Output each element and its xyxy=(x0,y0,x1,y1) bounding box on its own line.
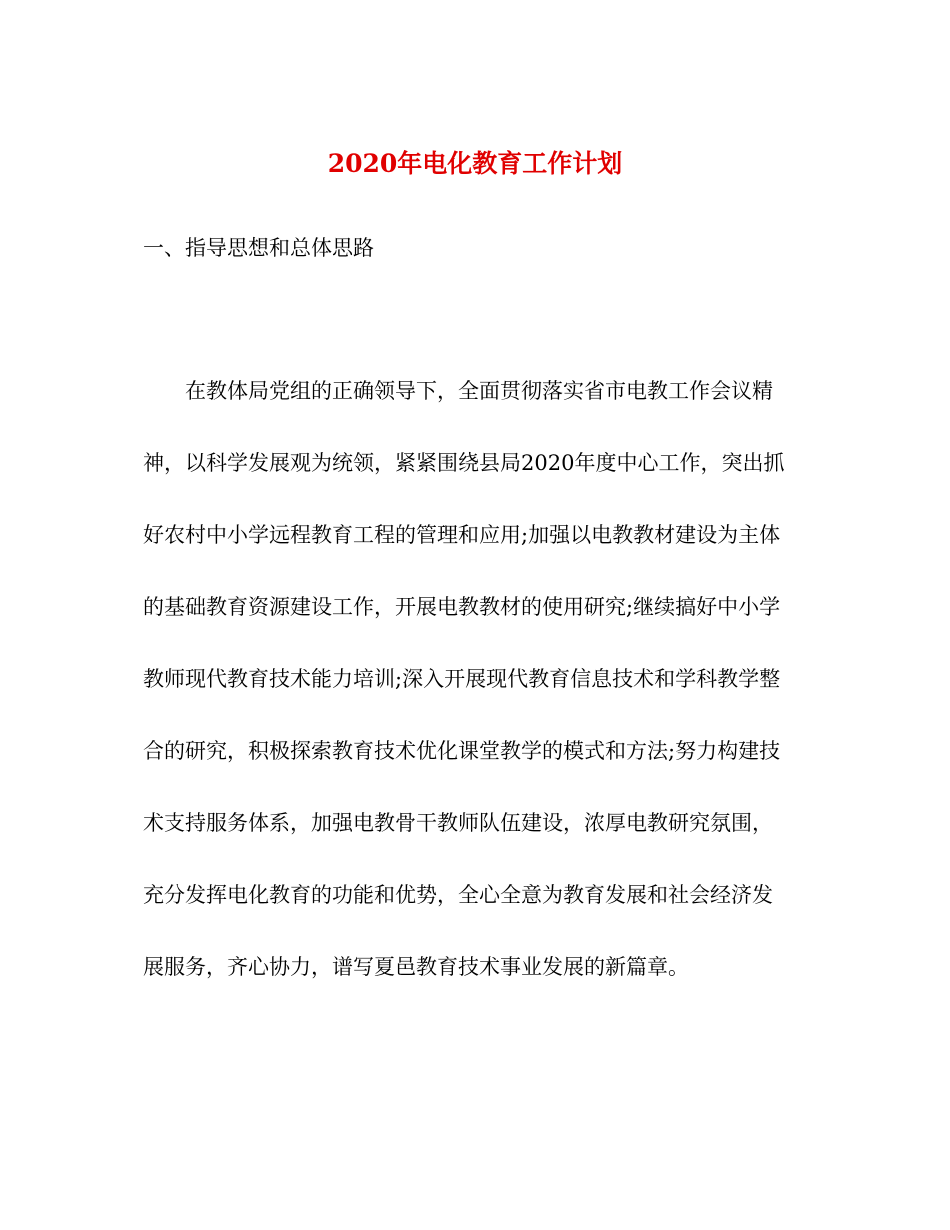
paragraph-line: 好农村中小学远程教育工程的管理和应用;加强以电教教材建设为主体 xyxy=(143,523,781,547)
document-title: 2020年电化教育工作计划 xyxy=(327,149,623,178)
paragraph-line: 在教体局党组的正确领导下，全面贯彻落实省市电教工作会议精 xyxy=(185,379,773,403)
body-paragraph xyxy=(143,376,813,1024)
section-heading: 一、指导思想和总体思路 xyxy=(143,236,374,260)
paragraph-line: 教师现代教育技术能力培训;深入开展现代教育信息技术和学科教学整 xyxy=(143,667,781,691)
paragraph-line: 合的研究，积极探索教育技术优化课堂教学的模式和方法;努力构建技 xyxy=(143,739,781,763)
paragraph-line: 展服务，齐心协力，谱写夏邑教育技术事业发展的新篇章。 xyxy=(143,955,689,979)
paragraph-line: 神，以科学发展观为统领，紧紧围绕县局2020年度中心工作，突出抓 xyxy=(143,451,785,475)
paragraph-line: 术支持服务体系，加强电教骨干教师队伍建设，浓厚电教研究氛围， xyxy=(143,811,773,835)
paragraph-line: 充分发挥电化教育的功能和优势，全心全意为教育发展和社会经济发 xyxy=(143,883,773,907)
paragraph-line: 的基础教育资源建设工作，开展电教教材的使用研究;继续搞好中小学 xyxy=(143,595,781,619)
